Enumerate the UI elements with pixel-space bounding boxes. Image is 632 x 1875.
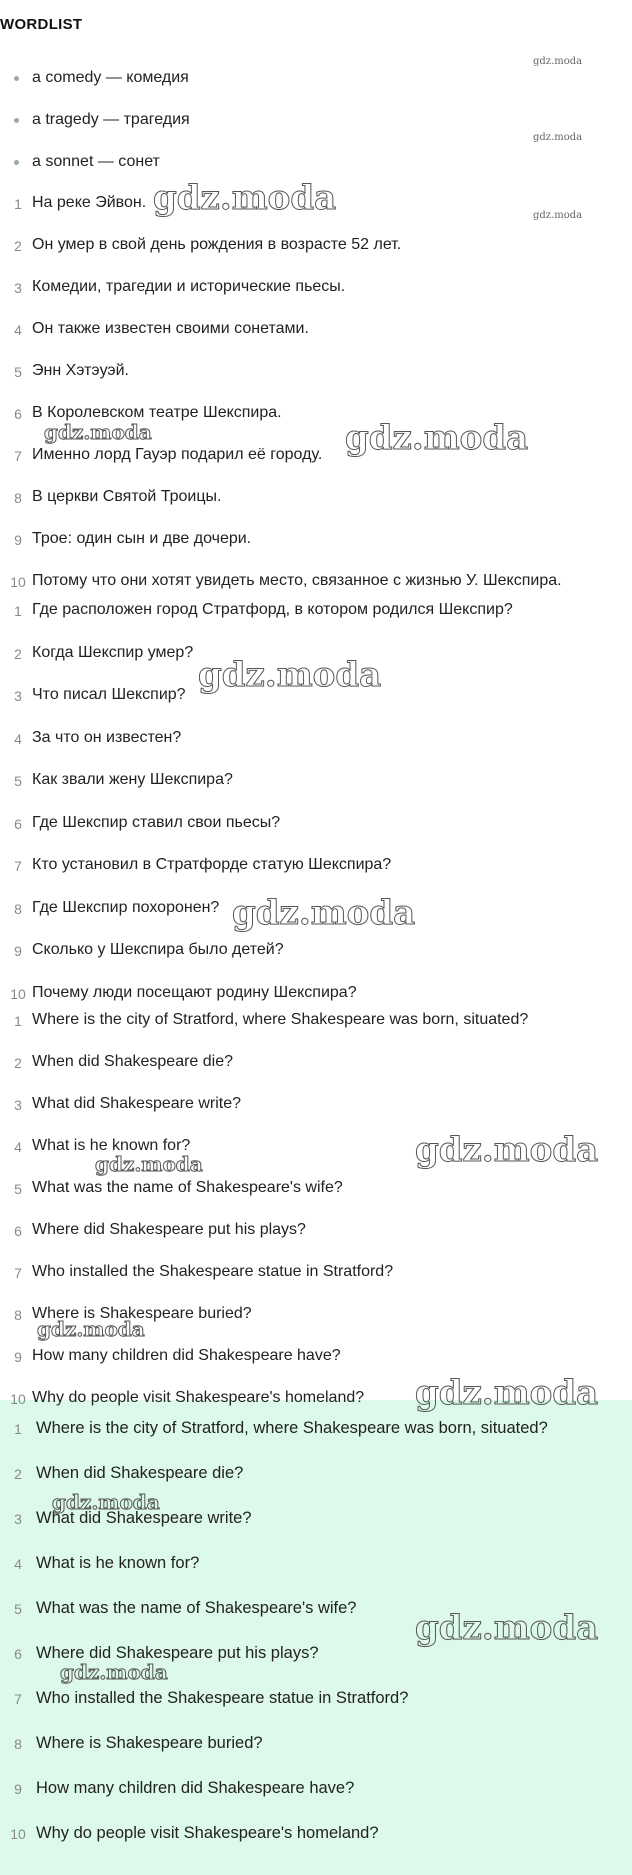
item-number: 9 <box>14 943 22 959</box>
item-text: What did Shakespeare write? <box>32 1095 241 1112</box>
watermark: gdz.moda <box>533 132 583 143</box>
list-item <box>0 1136 632 1176</box>
item-text: Who installed the Shakespeare statue in Stratford? <box>32 1263 394 1280</box>
item-number: 7 <box>14 448 22 464</box>
list-item <box>0 1178 632 1218</box>
list-item <box>0 1346 632 1386</box>
list-item <box>0 770 632 810</box>
item-number: 2 <box>14 238 22 254</box>
item-number: 2 <box>14 646 22 662</box>
item-number: 9 <box>14 1781 22 1797</box>
watermark: gdz.moda <box>153 178 337 218</box>
item-number: 7 <box>14 858 22 874</box>
list-item <box>0 277 632 317</box>
item-number: 2 <box>14 1466 22 1482</box>
item-number: 9 <box>14 532 22 548</box>
item-number: 4 <box>14 1139 22 1155</box>
item-text: Where is Shakespeare buried? <box>32 1305 252 1322</box>
list-item <box>0 1823 632 1863</box>
item-number: 8 <box>14 1307 22 1323</box>
list-item <box>0 1553 632 1593</box>
item-number: 3 <box>14 1511 22 1527</box>
item-text: Энн Хэтэуэй. <box>32 362 129 379</box>
item-number: 1 <box>14 196 22 212</box>
list-item <box>0 600 632 640</box>
list-item <box>0 1688 632 1728</box>
list-item <box>0 685 632 725</box>
item-text: Что писал Шекспир? <box>32 686 186 703</box>
list-item <box>0 1508 632 1548</box>
bullet-icon <box>14 76 19 81</box>
item-text: Сколько у Шекспира было детей? <box>32 941 284 958</box>
item-text: Как звали жену Шекспира? <box>32 771 233 788</box>
item-text: В церкви Святой Троицы. <box>32 488 222 505</box>
item-number: 3 <box>14 1097 22 1113</box>
item-number: 7 <box>14 1265 22 1281</box>
list-item <box>0 855 632 895</box>
item-number: 6 <box>14 816 22 832</box>
vocab-item: a comedy — комедия <box>0 68 632 108</box>
list-item <box>0 940 632 980</box>
list-item <box>0 1304 632 1344</box>
watermark: gdz.moda <box>44 420 152 444</box>
item-text: When did Shakespeare die? <box>36 1464 244 1482</box>
item-number: 3 <box>14 280 22 296</box>
item-number: 3 <box>14 688 22 704</box>
item-number: 7 <box>14 1691 22 1707</box>
item-text: Трое: один сын и две дочери. <box>32 530 252 547</box>
item-text: Why do people visit Shakespeare's homeland? <box>32 1389 365 1406</box>
item-number: 8 <box>14 901 22 917</box>
bullet-icon <box>14 118 19 123</box>
item-text: Кто установил в Стратфорде статую Шекспира? <box>32 856 392 873</box>
list-item <box>0 1094 632 1134</box>
list-item <box>0 319 632 359</box>
watermark: gdz.moda <box>345 418 529 458</box>
watermark: gdz.moda <box>533 210 583 221</box>
item-text: Он умер в свой день рождения в возрасте 52 лет. <box>32 236 402 253</box>
item-text: Когда Шекспир умер? <box>32 644 194 661</box>
item-number: 6 <box>14 406 22 422</box>
item-text: Where is Shakespeare buried? <box>36 1734 263 1752</box>
item-text: Где Шекспир ставил свои пьесы? <box>32 814 281 831</box>
item-text: What is he known for? <box>32 1137 191 1154</box>
item-text: How many children did Shakespeare have? <box>36 1779 355 1797</box>
list-item <box>0 235 632 275</box>
list-item <box>0 403 632 443</box>
item-number: 6 <box>14 1223 22 1239</box>
item-number: 5 <box>14 1601 22 1617</box>
item-number: 2 <box>14 1055 22 1071</box>
list-item <box>0 1262 632 1302</box>
item-text: Why do people visit Shakespeare's homeland? <box>36 1824 379 1842</box>
item-text: Where is the city of Stratford, where Shakespeare was born, situated? <box>32 1011 529 1028</box>
item-number: 9 <box>14 1349 22 1365</box>
item-text: What did Shakespeare write? <box>36 1509 252 1527</box>
watermark: gdz.moda <box>415 1130 599 1170</box>
item-number: 10 <box>10 1391 26 1407</box>
watermark: gdz.moda <box>533 56 583 67</box>
list-item <box>0 487 632 527</box>
item-number: 6 <box>14 1646 22 1662</box>
list-item <box>0 643 632 683</box>
bullet-icon <box>14 160 19 165</box>
list-item <box>0 728 632 768</box>
item-text: Он также известен своими сонетами. <box>32 320 309 337</box>
list-item <box>0 445 632 485</box>
item-text: What is he known for? <box>36 1554 200 1572</box>
list-item <box>0 1463 632 1503</box>
item-number: 8 <box>14 490 22 506</box>
item-text: How many children did Shakespeare have? <box>32 1347 341 1364</box>
item-number: 1 <box>14 1421 22 1437</box>
list-item <box>0 529 632 569</box>
list-item <box>0 1598 632 1638</box>
item-text: What was the name of Shakespeare's wife? <box>36 1599 357 1617</box>
watermark: gdz.moda <box>95 1152 203 1176</box>
list-item <box>0 1052 632 1092</box>
item-text: Where is the city of Stratford, where Shakespeare was born, situated? <box>36 1419 548 1437</box>
list-item <box>0 813 632 853</box>
item-text: When did Shakespeare die? <box>32 1053 234 1070</box>
item-text: В Королевском театре Шекспира. <box>32 404 282 421</box>
vocab-item: a sonnet — сонет <box>0 152 632 192</box>
watermark: gdz.moda <box>415 1373 599 1413</box>
list-item <box>0 1220 632 1260</box>
watermark: gdz.moda <box>37 1317 145 1341</box>
item-text: Where did Shakespeare put his plays? <box>32 1221 306 1238</box>
item-text: Где Шекспир похоронен? <box>32 899 220 916</box>
item-number: 5 <box>14 1181 22 1197</box>
vocab-item: a tragedy — трагедия <box>0 110 632 150</box>
item-number: 8 <box>14 1736 22 1752</box>
item-number: 4 <box>14 322 22 338</box>
item-text: За что он известен? <box>32 729 182 746</box>
item-number: 4 <box>14 731 22 747</box>
list-item <box>0 1733 632 1773</box>
list-item <box>0 1418 632 1458</box>
item-text: Who installed the Shakespeare statue in Stratford? <box>36 1689 409 1707</box>
item-text: Потому что они хотят увидеть место, связанное с жизнью У. Шекспира. <box>32 572 562 589</box>
item-text: What was the name of Shakespeare's wife? <box>32 1179 343 1196</box>
item-text: Комедии, трагедии и исторические пьесы. <box>32 278 346 295</box>
list-item <box>0 898 632 938</box>
list-item <box>0 361 632 401</box>
item-number: 4 <box>14 1556 22 1572</box>
list-item <box>0 193 632 233</box>
item-text: Где расположен город Стратфорд, в котором родился Шекспир? <box>32 601 513 618</box>
list-item <box>0 1010 632 1050</box>
item-text: Почему люди посещают родину Шекспира? <box>32 984 357 1001</box>
watermark: gdz.moda <box>198 655 382 695</box>
item-number: 5 <box>14 773 22 789</box>
item-text: Where did Shakespeare put his plays? <box>36 1644 319 1662</box>
item-text: Именно лорд Гауэр подарил её городу. <box>32 446 323 463</box>
page-title: WORDLIST <box>0 16 83 33</box>
item-number: 10 <box>10 1826 26 1842</box>
item-number: 10 <box>10 986 26 1002</box>
item-number: 5 <box>14 364 22 380</box>
item-number: 1 <box>14 1013 22 1029</box>
item-text: На реке Эйвон. <box>32 194 147 211</box>
list-item <box>0 1778 632 1818</box>
watermark: gdz.moda <box>232 893 416 933</box>
list-item <box>0 1643 632 1683</box>
item-number: 10 <box>10 574 26 590</box>
item-number: 1 <box>14 603 22 619</box>
